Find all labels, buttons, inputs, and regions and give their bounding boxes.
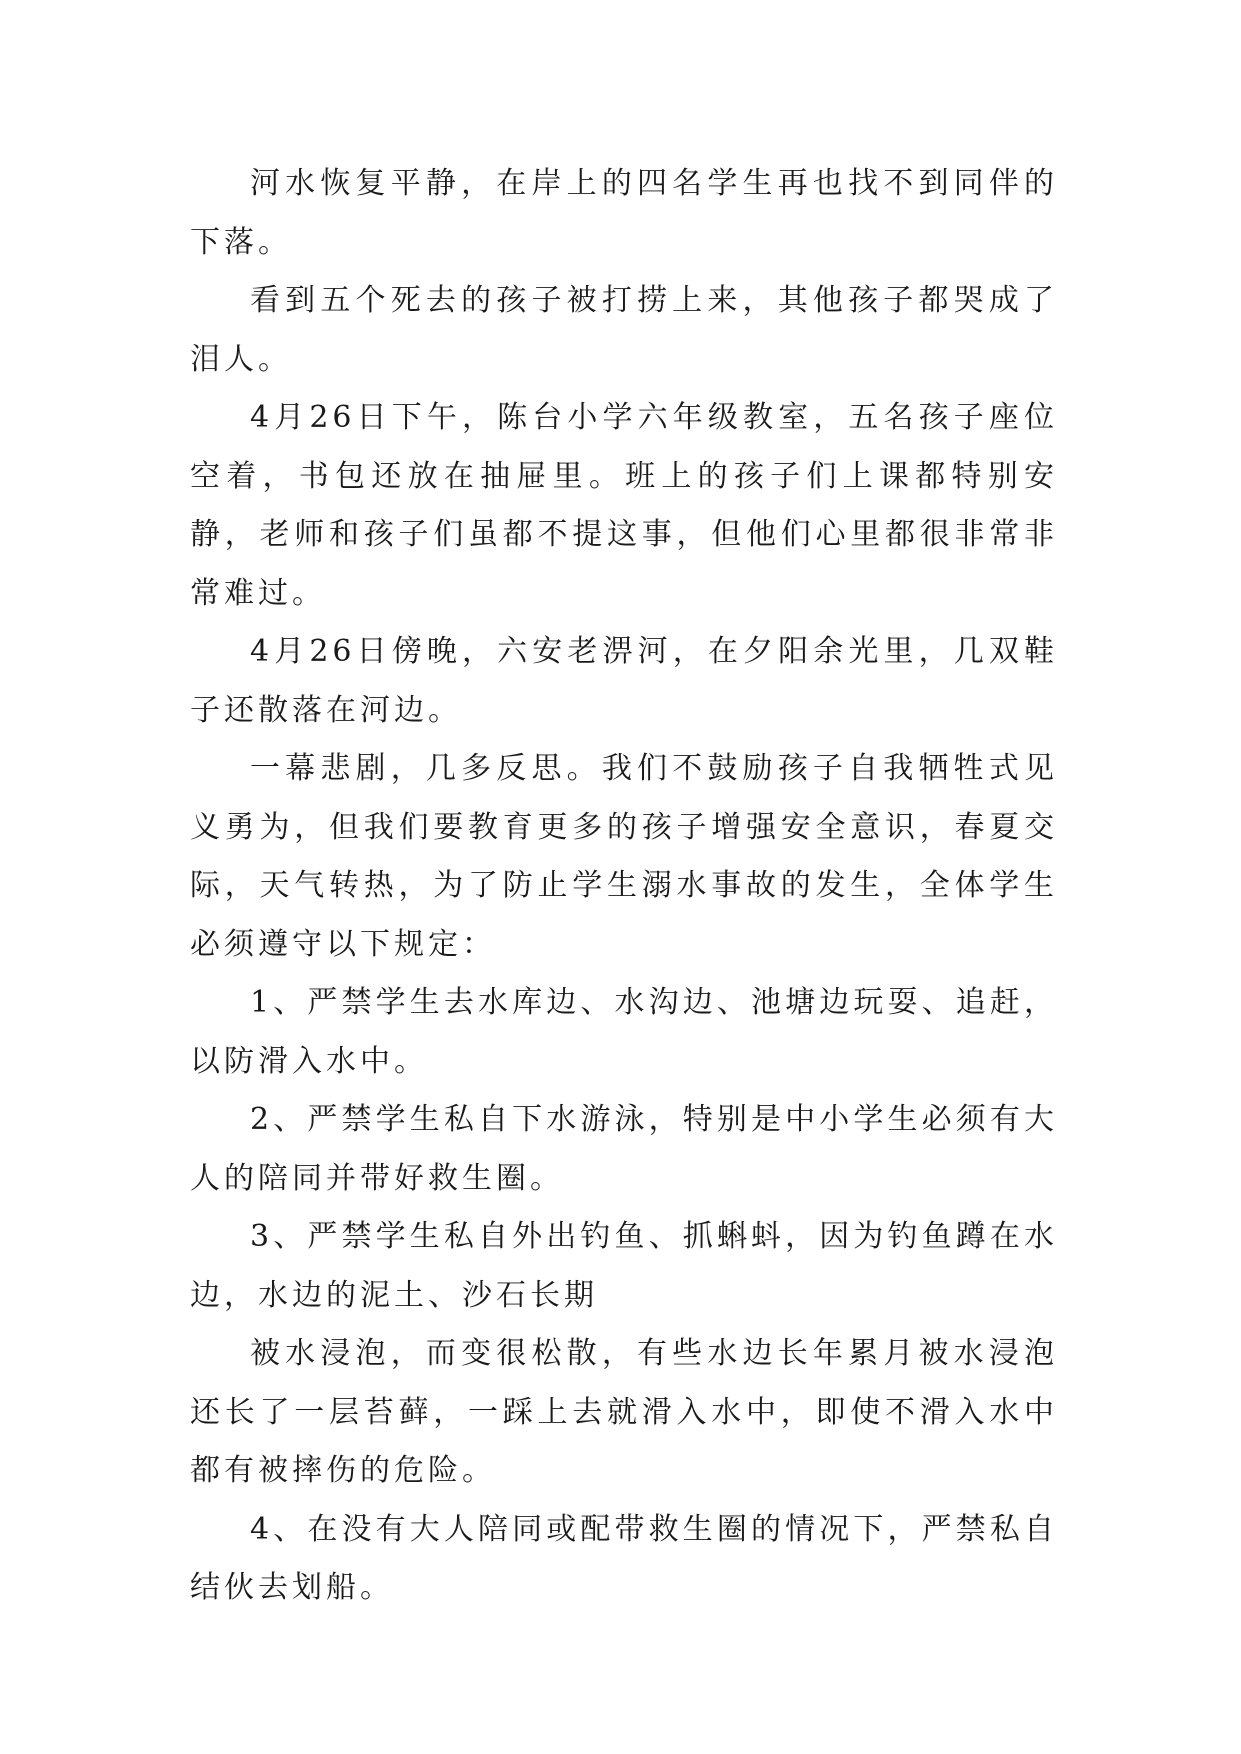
paragraph-2: 看到五个死去的孩子被打捞上来，其他孩子都哭成了泪人。 — [190, 283, 1058, 377]
paragraph-4: 4月26日傍晚，六安老淠河，在夕阳余光里，几双鞋子还散落在河边。 — [190, 634, 1058, 728]
rule-1: 1、严禁学生去水库边、水沟边、池塘边玩耍、追赶，以防滑入水中。 — [190, 985, 1058, 1079]
rule-2: 2、严禁学生私自下水游泳，特别是中小学生必须有大人的陪同并带好救生圈。 — [190, 1102, 1058, 1196]
paragraph-5: 一幕悲剧，几多反思。我们不鼓励孩子自我牺牲式见义勇为，但我们要教育更多的孩子增强安全意识，春夏交际，天气转热，为了防止学生溺水事故的发生，全体学生必须遵守以下规定： — [190, 751, 1058, 962]
rule-4: 4、在没有大人陪同或配带救生圈的情况下，严禁私自结伙去划船。 — [190, 1511, 1058, 1605]
paragraph-1: 河水恢复平静，在岸上的四名学生再也找不到同伴的下落。 — [190, 166, 1058, 260]
rule-3: 3、严禁学生私自外出钓鱼、抓蝌蚪，因为钓鱼蹲在水边，水边的泥土、沙石长期 — [190, 1219, 1058, 1313]
rule-3-continued: 被水浸泡，而变很松散，有些水边长年累月被水浸泡还长了一层苔藓，一踩上去就滑入水中，即使不滑入水中都有被摔伤的危险。 — [190, 1336, 1058, 1488]
paragraph-3: 4月26日下午，陈台小学六年级教室，五名孩子座位空着，书包还放在抽屉里。班上的孩子们上课都特别安静，老师和孩子们虽都不提这事，但他们心里都很非常非常难过。 — [190, 400, 1058, 611]
document-body — [190, 155, 1058, 1618]
